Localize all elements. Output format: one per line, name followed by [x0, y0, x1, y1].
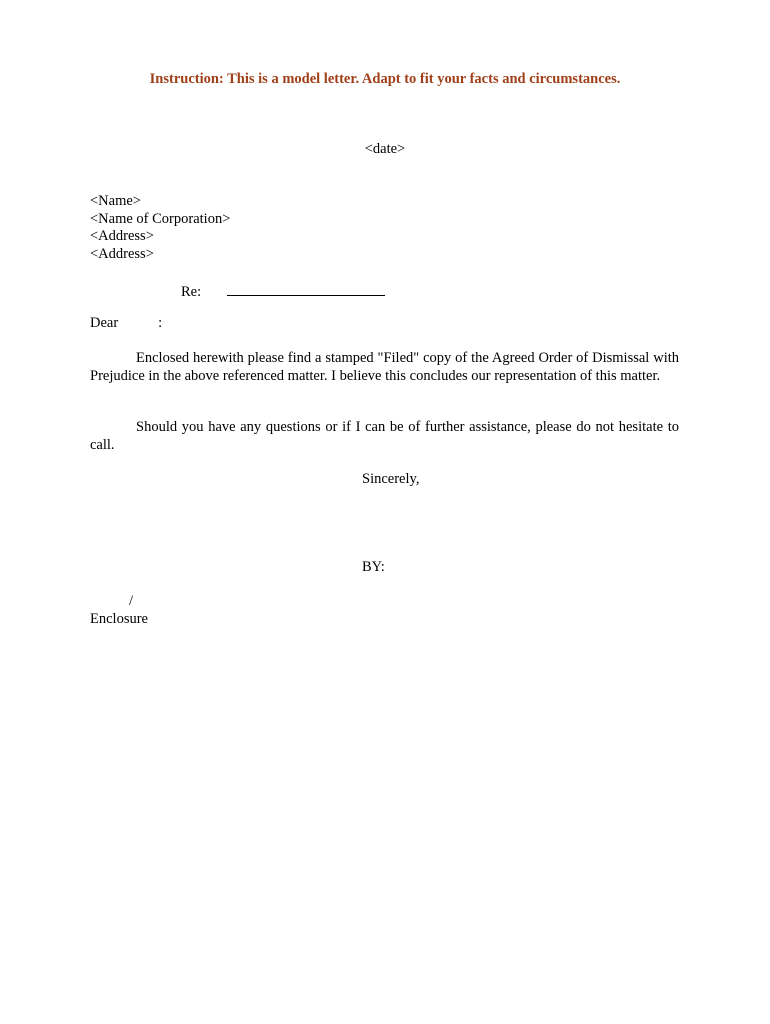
recipient-name: <Name>	[90, 193, 141, 209]
body-paragraph-1: Enclosed herewith please find a stamped "Filed" copy of the Agreed Order of Dismissal with Prejudice in the above referenced matter. I believe this concludes our representation of this matter.	[90, 350, 679, 384]
letter-date: <date>	[364, 141, 406, 157]
recipient-address-block	[90, 193, 230, 263]
re-label: Re:	[181, 284, 202, 300]
salutation-text: Dear	[90, 315, 119, 331]
by-label: BY:	[362, 559, 385, 575]
body-paragraph-2: Should you have any questions or if I can be of further assistance, please do not hesitate to call.	[90, 419, 679, 453]
re-line	[181, 282, 385, 301]
closing: Sincerely,	[362, 471, 420, 487]
salutation-colon: :	[158, 315, 163, 331]
initials-separator: /	[129, 593, 134, 609]
enclosure-label: Enclosure	[90, 611, 148, 627]
instruction-note: Instruction: This is a model letter. Adapt to fit your facts and circumstances.	[149, 71, 621, 87]
recipient-address-line-2: <Address>	[90, 245, 154, 262]
re-blank-underline	[227, 282, 385, 296]
salutation	[90, 315, 162, 332]
recipient-address-line-1: <Address>	[90, 228, 154, 244]
recipient-corporation: <Name of Corporation>	[90, 210, 231, 227]
